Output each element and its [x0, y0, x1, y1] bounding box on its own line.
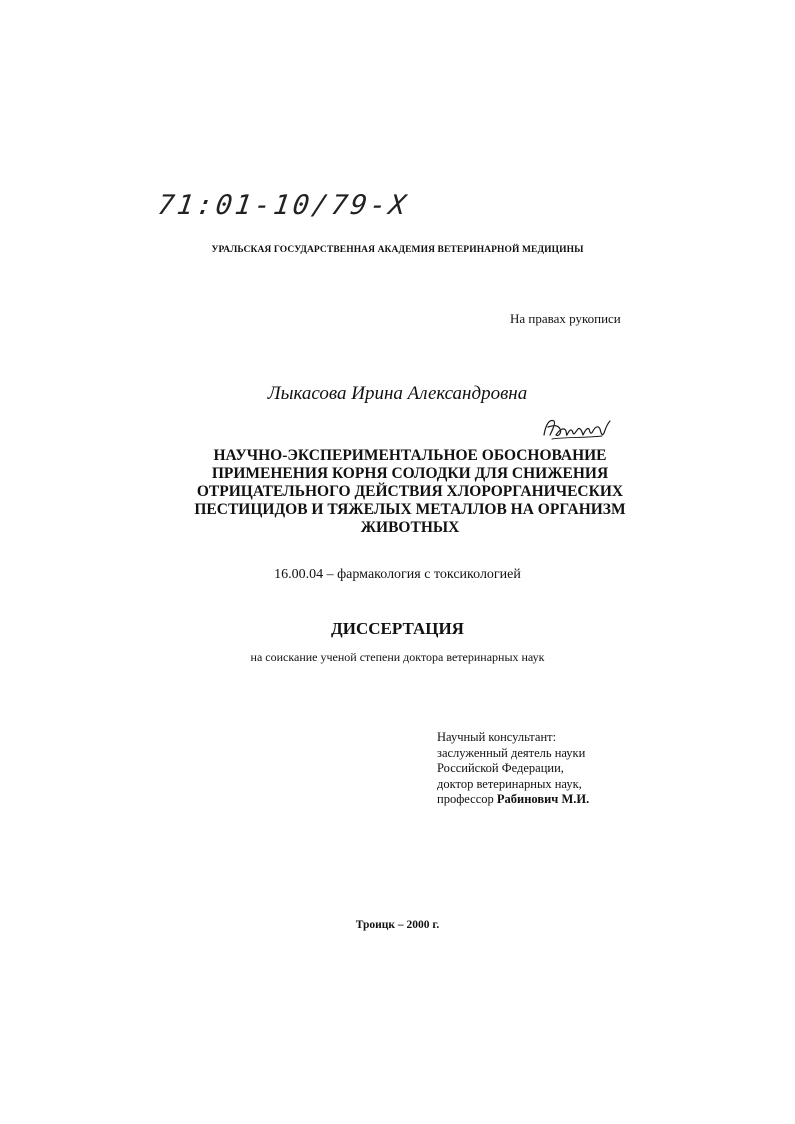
title-line: ОТРИЦАТЕЛЬНОГО ДЕЙСТВИЯ ХЛОРОРГАНИЧЕСКИХ	[196, 483, 624, 500]
handwritten-catalog-code: 71:01-10/79-X	[155, 190, 411, 221]
consultant-name: Рабинович М.И.	[496, 792, 590, 807]
consultant-rank: профессор	[437, 792, 494, 807]
degree-statement: на соискание ученой степени доктора ветеринарных наук	[250, 650, 545, 664]
consultant-title-line: Российской Федерации,	[437, 761, 564, 776]
dissertation-title	[170, 447, 650, 537]
title-line: ЖИВОТНЫХ	[360, 519, 460, 536]
institution-name: УРАЛЬСКАЯ ГОСУДАРСТВЕННАЯ АКАДЕМИЯ ВЕТЕРИНАРНОЙ МЕДИЦИНЫ	[211, 245, 584, 255]
manuscript-rights-note: На правах рукописи	[510, 311, 621, 326]
author-signature	[540, 413, 612, 445]
place-and-year: Троицк – 2000 г.	[355, 919, 440, 931]
specialty-code: 16.00.04 – фармакология с токсикологией	[274, 567, 521, 582]
author-name: Лыкасова Ирина Александровна	[267, 383, 528, 404]
consultant-name-line	[437, 792, 589, 808]
scientific-consultant-block	[437, 730, 589, 808]
consultant-heading: Научный консультант:	[437, 730, 557, 744]
consultant-degree-line: доктор ветеринарных наук,	[437, 776, 582, 791]
title-line: ПРИМЕНЕНИЯ КОРНЯ СОЛОДКИ ДЛЯ СНИЖЕНИЯ	[211, 465, 609, 482]
consultant-title-line: заслуженный деятель науки	[437, 745, 586, 760]
document-type: ДИССЕРТАЦИЯ	[331, 619, 464, 638]
title-line: ПЕСТИЦИДОВ И ТЯЖЕЛЫХ МЕТАЛЛОВ НА ОРГАНИЗМ	[194, 501, 626, 518]
title-line: НАУЧНО-ЭКСПЕРИМЕНТАЛЬНОЕ ОБОСНОВАНИЕ	[213, 447, 607, 464]
